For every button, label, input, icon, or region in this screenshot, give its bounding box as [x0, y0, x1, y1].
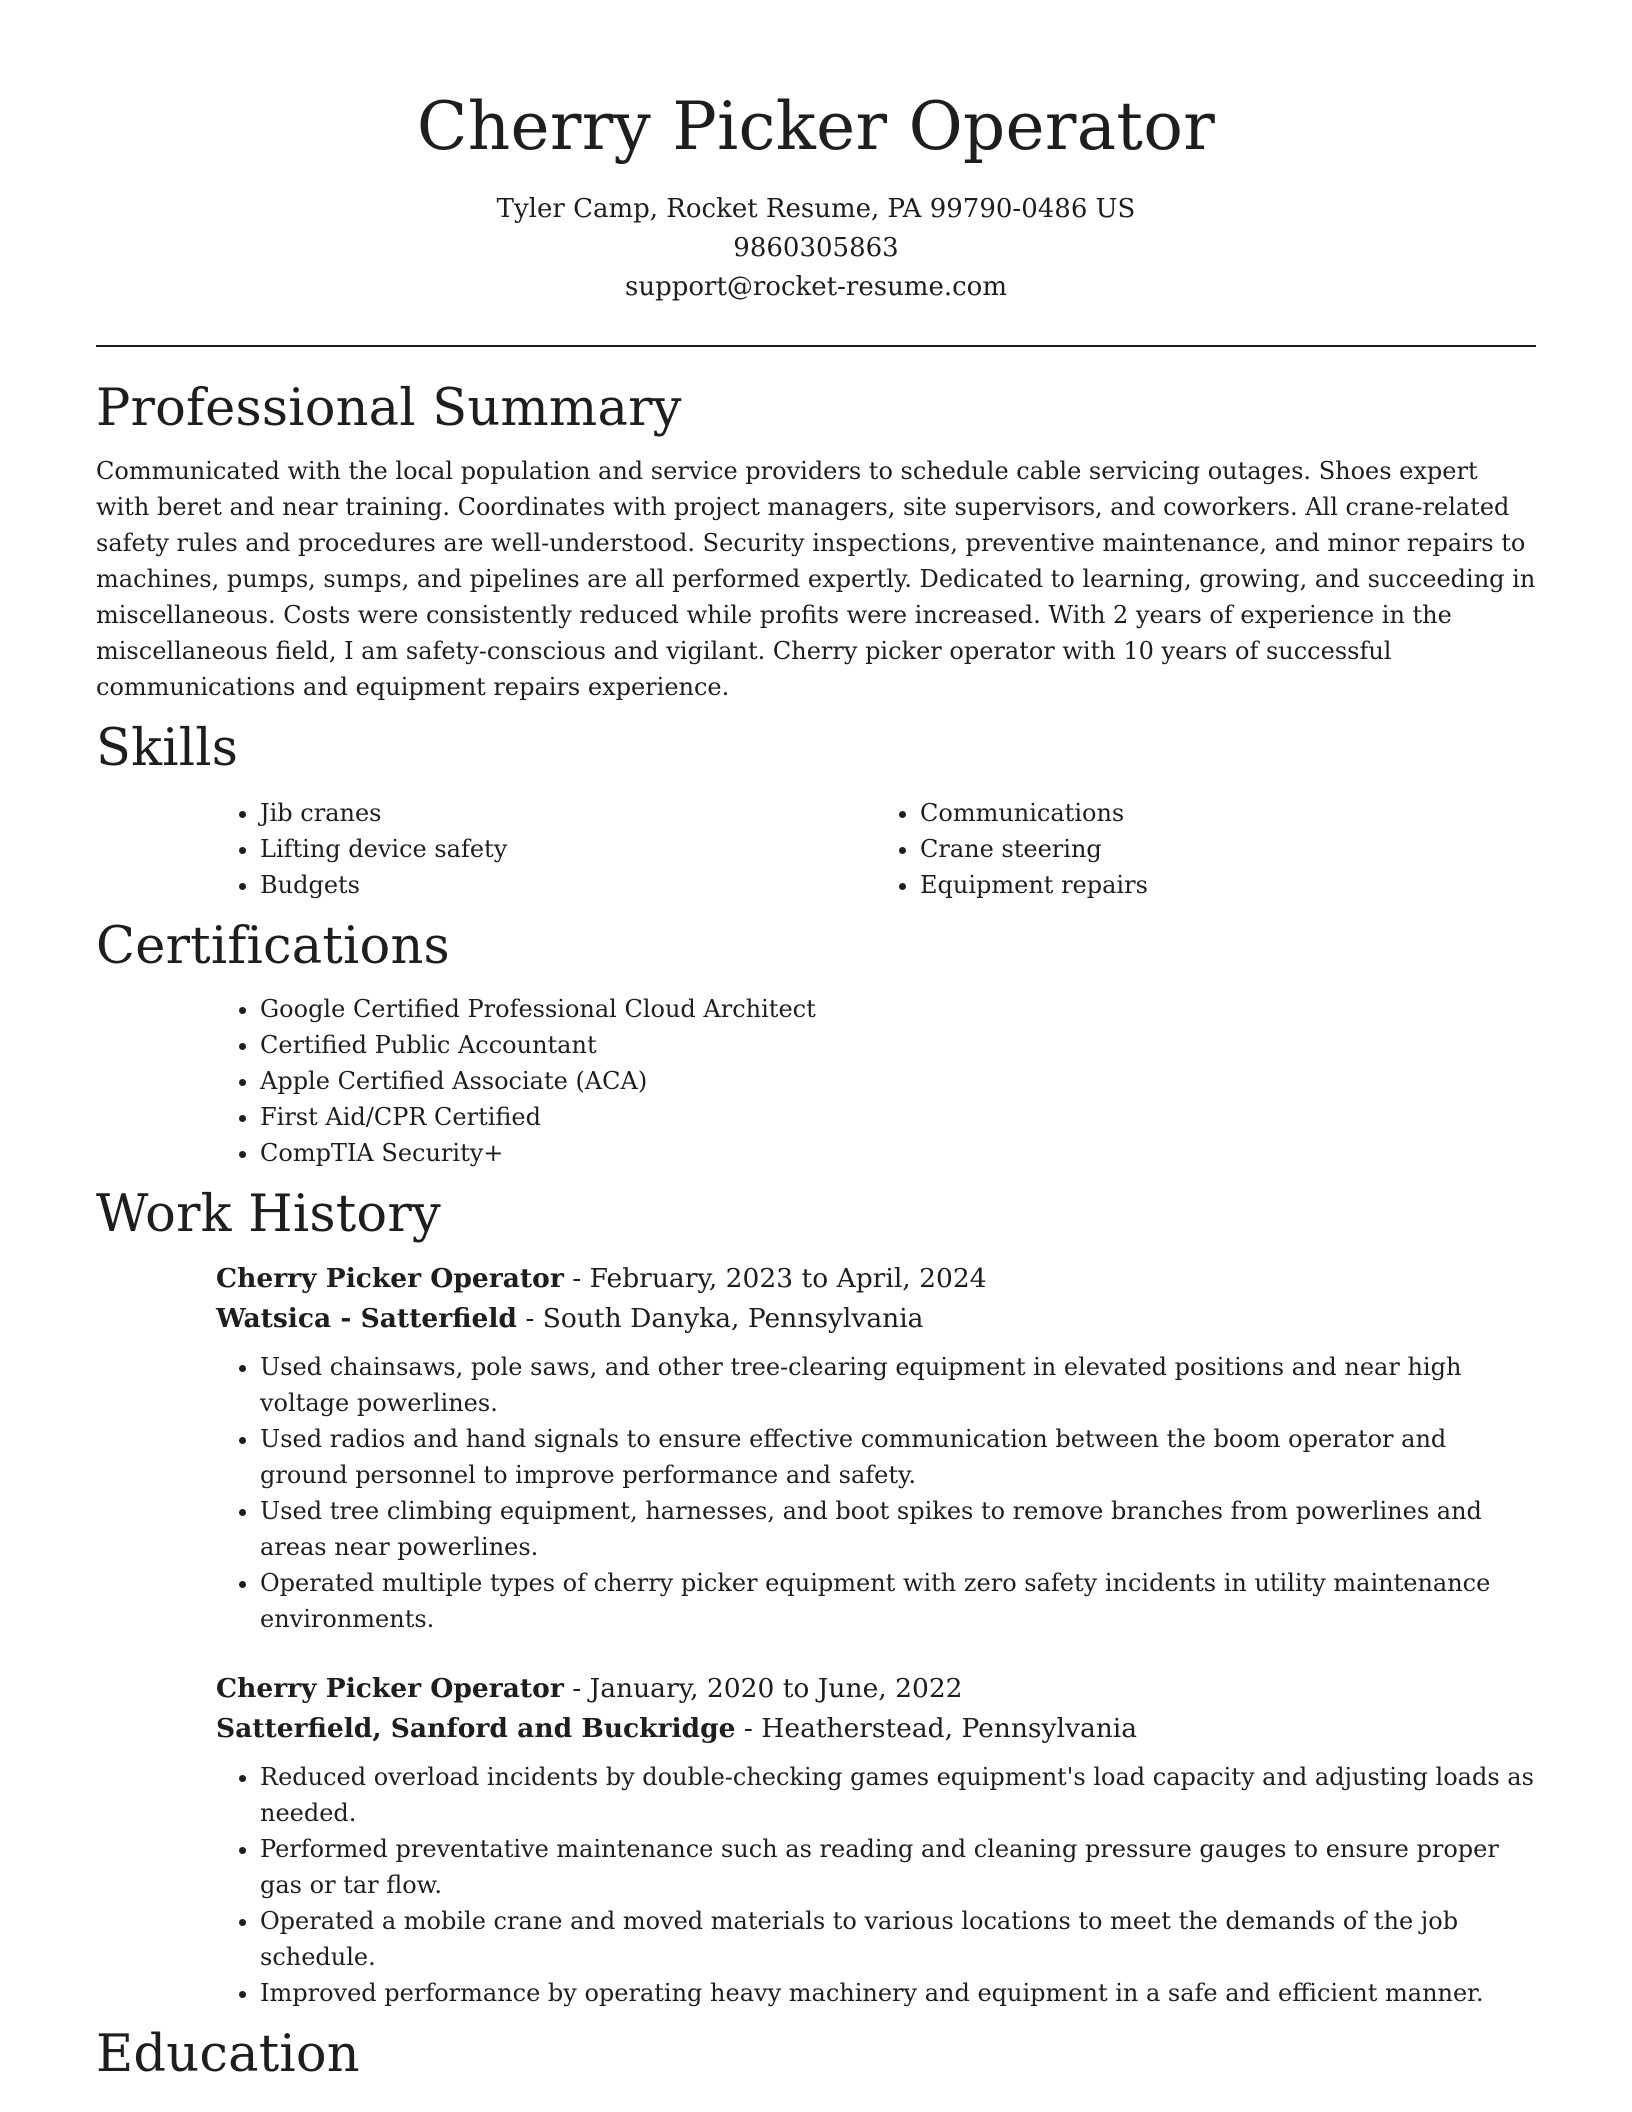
job-bullets	[216, 1349, 1536, 1637]
job-bullet: • Operated a mobile crane and moved materials to various locations to meet the demands of the job schedule.	[260, 1903, 1536, 1975]
certification-item: • Apple Certified Associate (ACA)	[260, 1063, 1536, 1099]
job-bullets	[216, 1759, 1536, 2011]
certification-item: • CompTIA Security+	[260, 1135, 1536, 1171]
job-bullet: • Used tree climbing equipment, harnesses, and boot spikes to remove branches from powerlines and areas near powerlines.	[260, 1493, 1536, 1565]
skills-columns	[216, 795, 1536, 903]
job-entry	[216, 1669, 1536, 1749]
job-title: Cherry Picker Operator	[216, 1263, 564, 1294]
skills-heading: Skills	[96, 719, 239, 778]
certification-item: • Google Certified Professional Cloud Architect	[260, 991, 1536, 1027]
contact-address: Tyler Camp, Rocket Resume, PA 99790-0486 US	[496, 194, 1136, 224]
job-bullet: • Improved performance by operating heavy machinery and equipment in a safe and efficient manner.	[260, 1975, 1536, 2011]
job-bullet: • Reduced overload incidents by double-checking games equipment's load capacity and adjusting loads as needed.	[260, 1759, 1536, 1831]
contact-phone: 9860305863	[733, 233, 899, 263]
job-company-line	[216, 1709, 1536, 1749]
education-heading: Education	[96, 2025, 360, 2084]
job-dates: - January, 2020 to June, 2022	[563, 1673, 963, 1704]
summary-heading: Professional Summary	[96, 379, 682, 438]
resume-header	[96, 0, 1536, 307]
job-bullet: • Used chainsaws, pole saws, and other tree-clearing equipment in elevated positions and near high voltage powerlines.	[260, 1349, 1536, 1421]
skill-item: • Equipment repairs	[920, 867, 1536, 903]
skill-item: • Budgets	[260, 867, 876, 903]
job-company: Satterfield, Sanford and Buckridge	[216, 1713, 736, 1744]
job-bullet: • Performed preventative maintenance such as reading and cleaning pressure gauges to ensure proper gas or tar flow.	[260, 1831, 1536, 1903]
job-company-line	[216, 1299, 1536, 1339]
skill-item: • Crane steering	[920, 831, 1536, 867]
job-location: - Heatherstead, Pennsylvania	[735, 1713, 1138, 1744]
skill-item: • Jib cranes	[260, 795, 876, 831]
certifications-list	[216, 991, 1536, 1171]
education-section	[96, 2023, 1536, 2087]
certification-item: • First Aid/CPR Certified	[260, 1099, 1536, 1135]
certification-item: • Certified Public Accountant	[260, 1027, 1536, 1063]
job-title: Cherry Picker Operator	[216, 1673, 564, 1704]
job-bullet: • Operated multiple types of cherry picker equipment with zero safety incidents in utility maintenance environments.	[260, 1565, 1536, 1637]
header-divider	[96, 345, 1536, 347]
summary-text: Communicated with the local population and service providers to schedule cable servicing outages. Shoes expert with beret and near training. Coordinates with project managers, site supervisors, and coworkers. All crane-related safety rules and procedures are well-understood. Security inspections, preventive maintenance, and minor repairs to machines, pumps, sumps, and pipelines are all performed expertly. Dedicated to learning, growing, and succeeding in miscellaneous. Costs were consistently reduced while profits were increased. With 2 years of experience in the miscellaneous field, I am safety-conscious and vigilant. Cherry picker operator with 10 years of successful communications and equipment repairs experience.	[96, 457, 1536, 701]
job-title-line	[216, 1669, 1536, 1709]
certifications-heading: Certifications	[96, 917, 450, 976]
job-entry	[216, 1259, 1536, 1339]
skills-list-right	[876, 795, 1536, 903]
summary-section	[96, 377, 1536, 705]
resume-title: Cherry Picker Operator	[416, 88, 1216, 165]
skill-item: • Lifting device safety	[260, 831, 876, 867]
job-title-line	[216, 1259, 1536, 1299]
job-bullet: • Used radios and hand signals to ensure effective communication between the boom operator and ground personnel to improve performance and safety.	[260, 1421, 1536, 1493]
skill-item: • Communications	[920, 795, 1536, 831]
skills-list-left	[216, 795, 876, 903]
job-dates: - February, 2023 to April, 2024	[563, 1263, 987, 1294]
resume-page	[96, 0, 1536, 2087]
contact-info	[96, 190, 1536, 307]
work-history-section	[96, 1183, 1536, 2011]
job-company: Watsica - Satterfield	[216, 1303, 517, 1334]
work-history-heading: Work History	[96, 1185, 441, 1244]
job-location: - South Danyka, Pennsylvania	[516, 1303, 924, 1334]
contact-email: support@rocket-resume.com	[624, 272, 1007, 302]
skills-section	[96, 717, 1536, 903]
certifications-section	[96, 915, 1536, 1171]
